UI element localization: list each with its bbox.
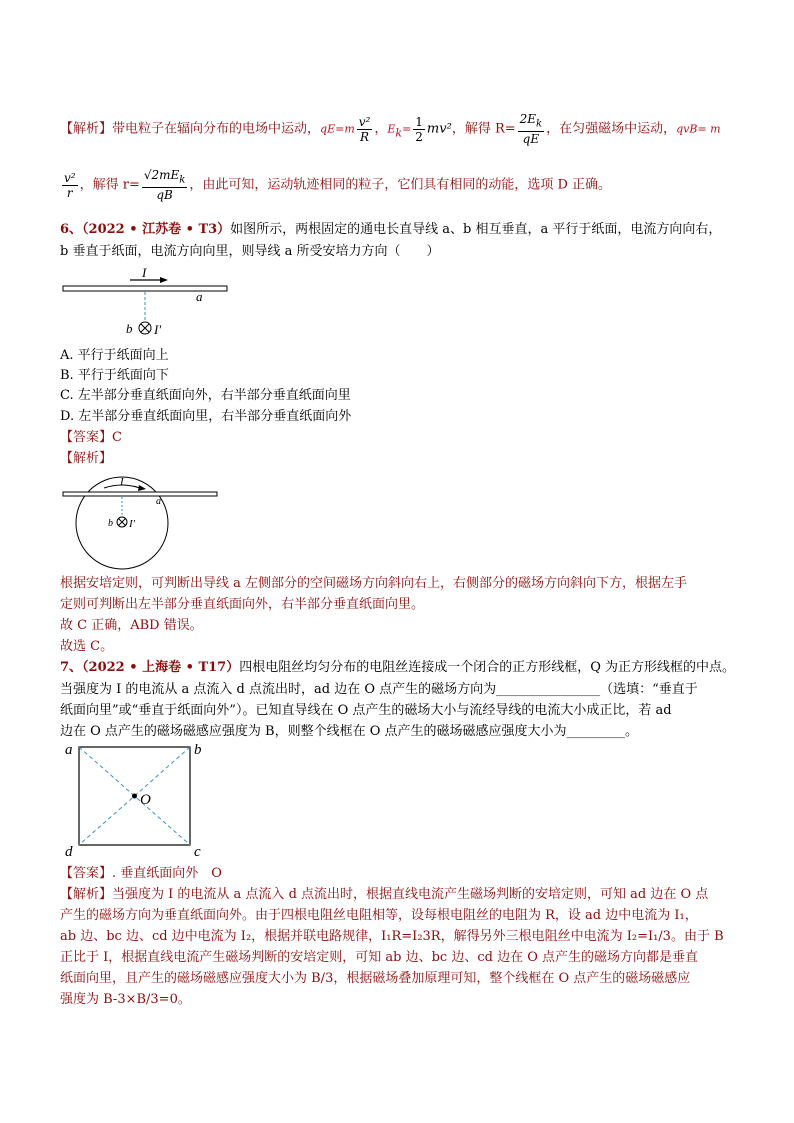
q7-analysis-line1: 【解析】当强度为 I 的电流从 a 点流入 d 点流出时，根据直线电流产生磁场判断的安培定则，可知 ad 边在 O 点 [60,887,709,902]
current-label-Iprime: I′ [129,518,136,530]
q6-stem-line2: b 垂直于纸面，电流方向向里，则导线 a 所受安培力方向（ ） [60,244,440,259]
current-label-Iprime: I′ [154,322,162,337]
question-number: 7、 [60,660,83,675]
corner-label-d: d [65,844,73,860]
corner-label-b: b [194,742,202,758]
question-number: 6、 [60,222,83,237]
q6-stem-line1: 6、（2022 • 江苏卷 • T3）如图所示，两根固定的通电长直导线 a、b 相互垂直，a 平行于纸面，电流方向向右， [60,222,722,237]
q6-analysis-line3: 故 C 正确，ABD 错误。 [60,618,203,633]
fraction: $\frac{2E_k}{qE}$ [519,112,543,147]
q6-analysis-line2: 定则可判断出左半部分垂直纸面向外，右半部分垂直纸面向里。 [60,597,425,612]
q7-analysis-line6: 强度为 B-3×B/3=0。 [60,992,191,1007]
q7-stem-line1: 7、（2022 • 上海卷 • T17）四根电阻丝均匀分布的电阻丝连接成一个闭合的正方形线框，Q 为正方形线框的中点。 [60,660,736,675]
q7-stem-line3: 纸面向里”或“垂直于纸面向外”）。已知直导线在 O 点产生的磁场大小与流经导线的电流大小成正比，若 ad [60,703,672,718]
q7-square-figure [60,740,210,862]
q6-wire-figure [60,264,230,344]
q6-option-c: C. 左半部分垂直纸面向外，右半部分垂直纸面向里 [60,388,351,403]
q6-answer: 【答案】C [60,430,122,445]
question-source: （2022 • 上海卷 • T17） [82,660,240,675]
q6-option-b: B. 平行于纸面向下 [60,368,169,383]
q7-stem-line4: 边在 O 点产生的磁场磁感应强度为 B，则整个线框在 O 点产生的磁场磁感应强度大小为_________。 [60,724,639,739]
fraction: $\frac{1}{2}$ [415,114,423,144]
fraction: $\frac{\text{v²}}{r}$ [64,170,76,200]
corner-label-c: c [194,844,201,860]
q6-analysis-figure [60,474,220,574]
fraction: $\frac{\text{v²}}{R}$ [358,114,371,144]
current-label-I: I [142,265,147,280]
q7-analysis-line3: ab 边、bc 边、cd 边中电流为 I₂，根据并联电路规律，I₁R=I₂3R，解得另外三根电阻丝中电流为 I₂=I₁/3。由于 B [60,929,724,944]
center-label-O: O [140,792,151,808]
wire-label-b: b [108,518,113,529]
analysis-tag: 【解析】 [60,121,113,137]
wire-label-b: b [126,321,133,336]
q6-option-d: D. 左半部分垂直纸面向里，右半部分垂直纸面向外 [60,409,352,424]
current-label-I: I [120,476,124,488]
wire-label-a: a [196,289,203,304]
q7-analysis-line4: 正比于 I，根据直线电流产生磁场判断的安培定则，可知 ab 边、bc 边、cd 边在 O 点产生的磁场方向都是垂直 [60,950,698,965]
corner-label-a: a [65,742,73,758]
q7-stem-line2: 当强度为 I 的电流从 a 点流入 d 点流出时，ad 边在 O 点产生的磁场方向为________________（选填：“垂直于 [60,682,698,697]
q7-answer: 【答案】. 垂直纸面向外 O [60,866,222,881]
fraction: $\frac{√2mE_k}{qB}$ [143,168,186,203]
wire-label-a: a [156,496,161,507]
q6-option-a: A. 平行于纸面向上 [60,348,169,363]
question-source: （2022 • 江苏卷 • T3） [82,222,231,237]
p5-analysis-line2: $\frac{\text{v²}}{r}$ ，解得 r= $\frac{√2mE_k}{qB}$ ，由此可知，运动轨迹相同的粒子，它们具有相同的动能，选项 D 正确。 [64,168,612,203]
q7-analysis-line2: 产生的磁场方向为垂直纸面向外。由于四根电阻丝电阻相等，设每根电阻丝的电阻为 R，设 ad 边中电流为 I₁， [60,908,698,923]
p5-analysis-line1: 【解析】带电粒子在辐向分布的电场中运动，qE=m $\frac{\text{v²}}{R}$ ，$E_k=$ $\frac{1}{2}$ mv²，解得 R= $\frac{2E_k}{qE}$ ，在匀强磁场中运动，qvB= m [60,112,721,147]
q6-analysis-tag: 【解析】 [60,451,113,466]
q6-analysis-line1: 根据安培定则，可判断出导线 a 左侧部分的空间磁场方向斜向右上，右侧部分的磁场方向斜向下方，根据左手 [60,576,688,591]
q7-analysis-line5: 纸面向里，且产生的磁场磁感应强度大小为 B/3，根据磁场叠加原理可知，整个线框在 O 点产生的磁场磁感应 [60,971,691,986]
q6-analysis-line4: 故选 C。 [60,639,114,654]
